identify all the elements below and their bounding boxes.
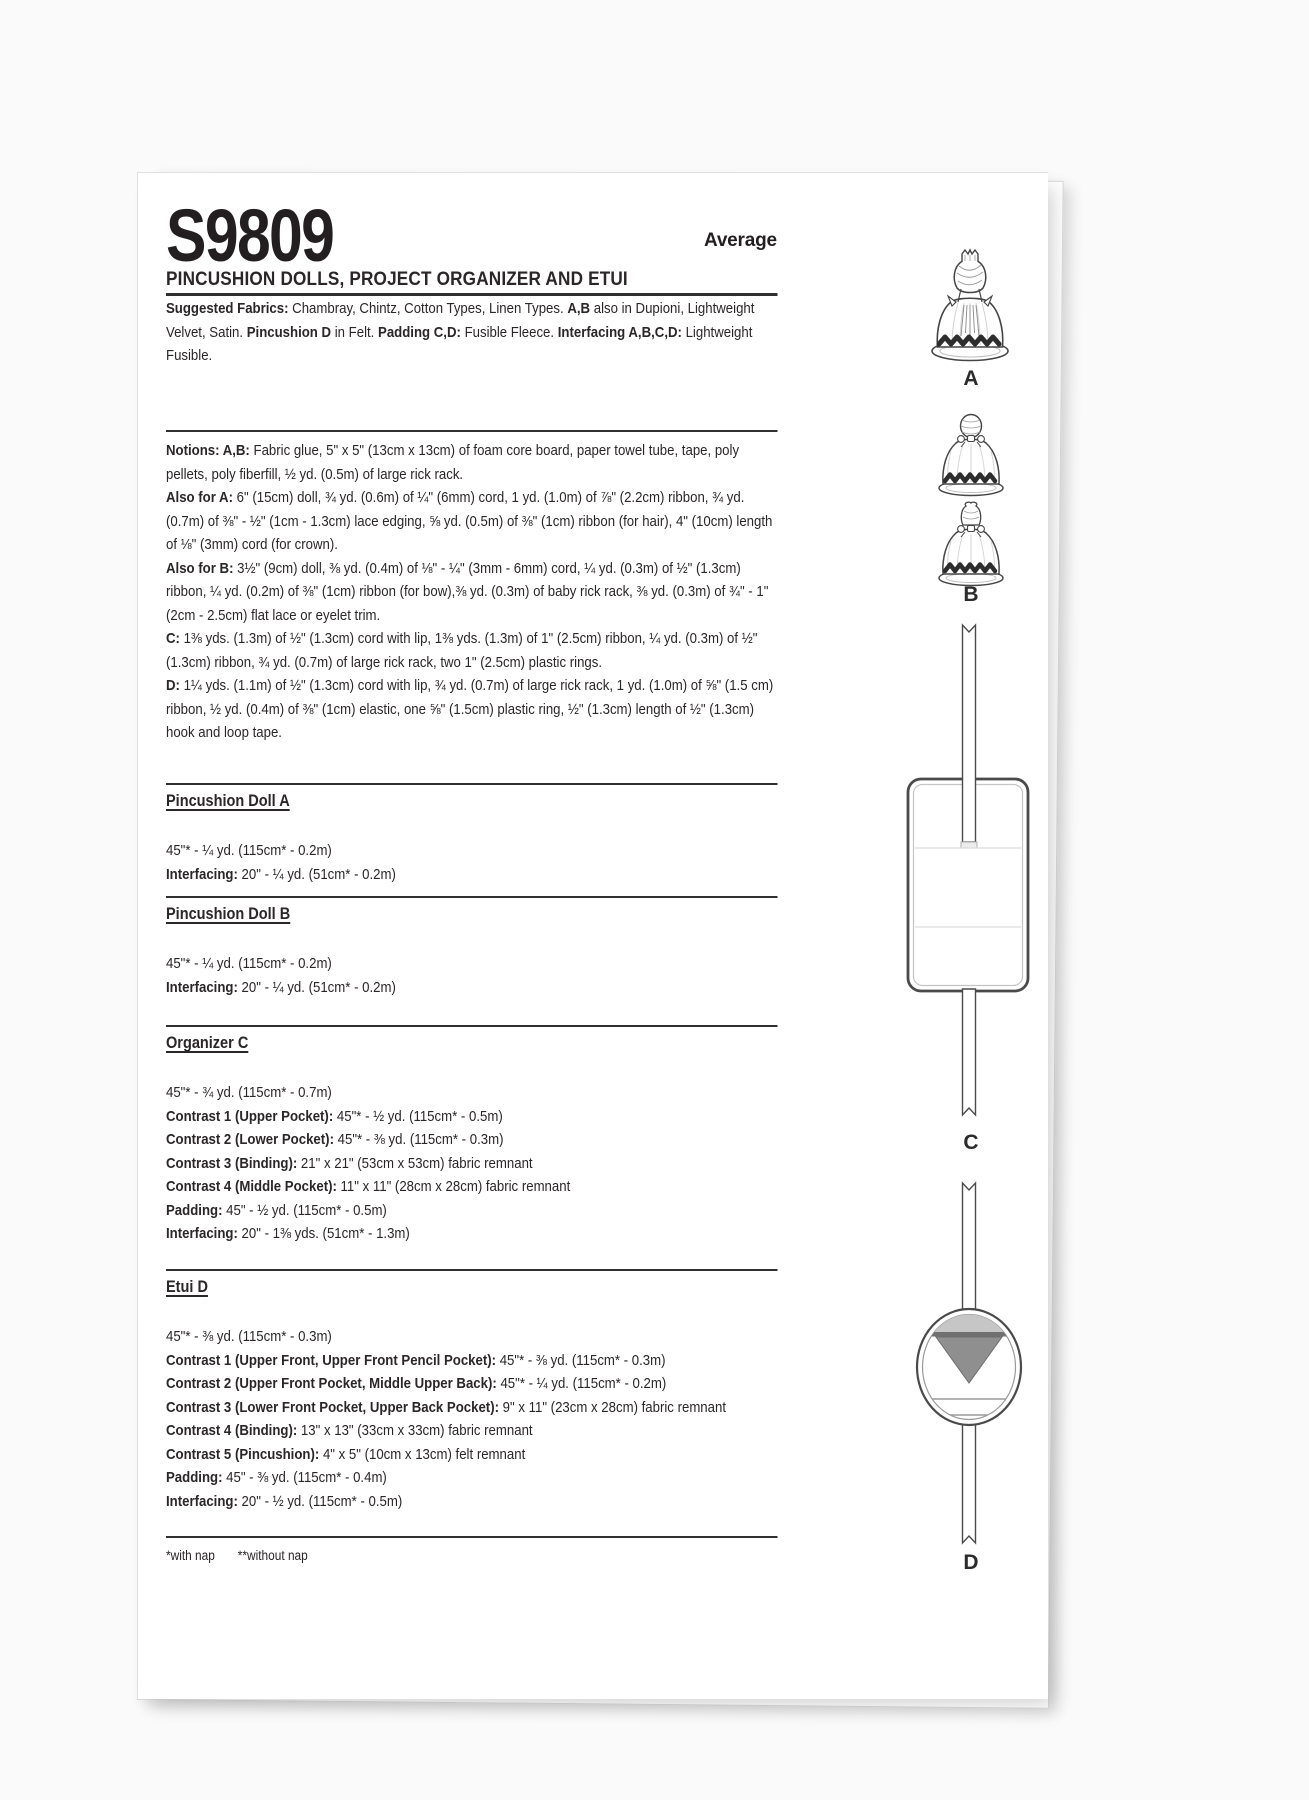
pincushion-doll-a-drawing <box>928 245 1012 365</box>
text-run: Contrast 1 (Upper Pocket): <box>166 1107 334 1125</box>
spec-line <box>166 1443 778 1467</box>
etui-ribbon-top <box>963 1183 976 1317</box>
text-run: Contrast 2 (Lower Pocket): <box>166 1131 334 1148</box>
spec-line <box>166 1349 778 1373</box>
text-run: Also for A: <box>166 489 233 506</box>
with-nap-note: *with nap <box>166 1548 215 1563</box>
spec-line <box>166 486 778 557</box>
spec-line <box>166 1466 778 1490</box>
text-run: Contrast 4 (Binding): <box>166 1422 298 1439</box>
text-run: 45"* - ⅜ yd. (115cm* - 0.3m) <box>166 1328 332 1345</box>
text-run: Contrast 2 (Upper Front Pocket, Middle Upper Back): <box>166 1375 497 1392</box>
pincushion-doll-b-back-drawing <box>935 501 1007 589</box>
text-run: 1¼ yds. (1.1m) of ½" (1.3cm) cord with lip, ¾ yd. (0.7m) of large rick rack, 1 yd. (1.0m) of ⅝" (1.5 cm) ribbon, ½ yd. (0.4m) of ⅜" (1cm) elastic, one ⅝" (1.5cm) plastic ring, ½" (1.3cm) length of ½" (1.3cm) hook and loop tape. <box>166 677 774 741</box>
etui-d-illustration <box>898 1177 1043 1554</box>
without-nap-note: **without nap <box>237 1548 308 1563</box>
spec-line <box>166 976 778 1000</box>
section-heading: Pincushion Doll B <box>166 905 291 923</box>
text-run: 45"* - ¼ yd. (115cm* - 0.2m) <box>496 1375 667 1392</box>
text-run: Interfacing: <box>166 865 238 883</box>
spec-line <box>166 557 778 628</box>
text-run: Notions: A,B: <box>166 442 250 459</box>
text-run: 45"* - ¼ yd. (115cm* - 0.2m) <box>166 842 332 859</box>
text-run: Also for B: <box>166 559 234 577</box>
spec-line <box>166 952 778 976</box>
pattern-number: S9809 <box>166 194 334 277</box>
text-run: Pincushion D <box>246 323 332 341</box>
spec-line <box>166 674 778 745</box>
doll-a-illustration <box>928 245 1012 370</box>
spec-line <box>166 439 778 486</box>
spec-line <box>166 863 778 887</box>
etui-d-drawing <box>898 1177 1043 1549</box>
doll-a-crown <box>962 250 978 262</box>
organizer-tie-bottom <box>963 989 976 1115</box>
text-run: 3½" (9cm) doll, ⅜ yd. (0.4m) of ⅛" - ¼" (3mm - 6mm) cord, ¼ yd. (0.3m) of ½" (1.3cm) ribbon, ¼ yd. (0.2m) of ⅜" (1cm) ribbon (for bow),⅜ yd. (0.3m) of baby rick rack, ⅜ yd. (0.3m) of ¾" - 1" (2cm - 2.5cm) flat lace or eyelet trim. <box>166 559 769 624</box>
figure-label-a: A <box>963 367 979 390</box>
text-run: 9" x 11" (23cm x 28cm) fabric remnant <box>498 1398 727 1416</box>
spec-line <box>166 1199 778 1223</box>
text-run: 20" - 1⅜ yds. (51cm* - 1.3m) <box>237 1225 410 1242</box>
text-run: 13" x 13" (33cm x 33cm) fabric remnant <box>297 1422 533 1439</box>
spec-line <box>166 1081 778 1105</box>
yardage-rows <box>166 839 778 886</box>
text-run: 21" x 21" (53cm x 53cm) fabric remnant <box>297 1154 533 1172</box>
text-run: also in Dupioni, Lightweight Velvet, Satin. <box>166 300 755 341</box>
text-run: Interfacing: <box>166 1492 238 1510</box>
doll-a-head <box>954 259 986 302</box>
text-run: 4" x 5" (10cm x 13cm) felt remnant <box>319 1445 526 1463</box>
text-run: 45"* - ¼ yd. (115cm* - 0.2m) <box>166 955 332 972</box>
spec-line <box>166 1175 778 1199</box>
text-run: 20" - ½ yd. (115cm* - 0.5m) <box>237 1492 403 1510</box>
section-pincushion-doll-a <box>166 783 778 886</box>
text-run: Padding: <box>166 1201 223 1219</box>
spec-line <box>166 1490 778 1514</box>
text-run: Contrast 3 (Lower Front Pocket, Upper Back Pocket): <box>166 1398 499 1416</box>
text-run: 45"* - ½ yd. (115cm* - 0.5m) <box>333 1107 503 1125</box>
doll-b-head <box>961 415 982 438</box>
organizer-c-illustration <box>898 621 1043 1136</box>
figure-label-b: B <box>963 583 979 606</box>
spec-line <box>166 1222 778 1246</box>
text-run: Interfacing: <box>166 1225 238 1242</box>
text-run: 20" - ¼ yd. (51cm* - 0.2m) <box>237 978 396 996</box>
difficulty-rating: Average <box>704 230 777 251</box>
section-heading: Organizer C <box>166 1034 249 1052</box>
spec-line <box>166 1128 778 1152</box>
spec-line <box>166 1152 778 1176</box>
text-run: Suggested Fabrics: <box>166 300 289 317</box>
spec-line <box>166 1419 778 1443</box>
nap-footnote <box>166 1536 778 1568</box>
doll-b-front-illustration <box>935 411 1007 504</box>
spec-line <box>166 1105 778 1129</box>
spec-line <box>166 1396 778 1420</box>
organizer-tie-end <box>961 842 977 848</box>
text-run: 6" (15cm) doll, ¾ yd. (0.6m) of ¼" (6mm) cord, 1 yd. (1.0m) of ⅞" (2.2cm) ribbon, ¾ yd. (0.7m) of ⅜" - ½" (1cm - 1.3cm) lace edging, ⅝ yd. (0.5m) of ⅜" (1cm) ribbon (for hair), 4" (10cm) length of ⅛" (3mm) cord (for crown). <box>166 489 773 553</box>
section-heading: Etui D <box>166 1278 208 1296</box>
text-run: A,B <box>567 300 591 317</box>
organizer-c-drawing <box>898 621 1043 1131</box>
text-run: 45"* - ⅜ yd. (115cm* - 0.3m) <box>496 1351 666 1369</box>
section-organizer-c <box>166 1025 778 1246</box>
text-run: 45"* - ⅜ yd. (115cm* - 0.3m) <box>333 1131 504 1148</box>
text-run: Contrast 3 (Binding): <box>166 1154 298 1172</box>
yardage-rows <box>166 952 778 999</box>
section-etui-d <box>166 1269 778 1513</box>
suggested-fabrics-paragraph <box>166 297 778 368</box>
pincushion-doll-b-front-drawing <box>935 411 1007 499</box>
yardage-rows <box>166 1325 778 1513</box>
organizer-tie-top <box>963 625 976 842</box>
text-run: Contrast 5 (Pincushion): <box>166 1445 320 1463</box>
figure-label-c: C <box>963 1131 979 1154</box>
notions-block <box>166 430 778 745</box>
text-run: 20" - ¼ yd. (51cm* - 0.2m) <box>237 865 396 883</box>
text-run: Interfacing: <box>166 978 238 996</box>
pattern-sheet <box>137 172 1048 1699</box>
spec-line <box>166 627 778 674</box>
text-run: 11" x 11" (28cm x 28cm) fabric remnant <box>336 1178 571 1195</box>
spec-line <box>166 1325 778 1349</box>
text-run: Contrast 1 (Upper Front, Upper Front Pencil Pocket): <box>166 1351 497 1369</box>
text-run: Lightweight Fusible. <box>166 323 753 364</box>
text-run: 1⅜ yds. (1.3m) of ½" (1.3cm) cord with lip, 1⅜ yds. (1.3m) of 1" (2.5cm) ribbon, ¼ yd. (0.3m) of ½" (1.3cm) ribbon, ¾ yd. (0.7m) of large rick rack, two 1" (2.5cm) plastic rings. <box>166 630 758 671</box>
spec-line <box>166 839 778 863</box>
text-run: Padding C,D: <box>378 323 461 341</box>
figure-label-d: D <box>963 1551 979 1574</box>
text-run: Chambray, Chintz, Cotton Types, Linen Types. <box>288 300 568 317</box>
text-run: 45"* - ¾ yd. (115cm* - 0.7m) <box>166 1084 332 1101</box>
text-run: 45" - ⅜ yd. (115cm* - 0.4m) <box>222 1469 387 1486</box>
text-run: Padding: <box>166 1469 223 1486</box>
yardage-rows <box>166 1081 778 1246</box>
doll-b-head <box>961 502 980 525</box>
etui-ribbon-bottom <box>963 1421 976 1543</box>
text-run: Fusible Fleece. <box>460 323 558 341</box>
section-heading: Pincushion Doll A <box>166 792 290 810</box>
doll-b-back-illustration <box>935 501 1007 594</box>
text-run: 45" - ½ yd. (115cm* - 0.5m) <box>222 1201 387 1219</box>
text-run: in Felt. <box>331 323 379 341</box>
category-title: PINCUSHION DOLLS, PROJECT ORGANIZER AND ETUI <box>166 269 778 296</box>
text-run: C: <box>166 630 180 647</box>
text-run: D: <box>166 677 180 694</box>
text-run: Contrast 4 (Middle Pocket): <box>166 1178 337 1195</box>
spec-line <box>166 1372 778 1396</box>
text-run: Fabric glue, 5" x 5" (13cm x 13cm) of foam core board, paper towel tube, tape, poly pellets, poly fiberfill, ½ yd. (0.5m) of large rick rack. <box>166 442 740 483</box>
text-run: Interfacing A,B,C,D: <box>557 323 682 341</box>
section-pincushion-doll-b <box>166 896 778 999</box>
